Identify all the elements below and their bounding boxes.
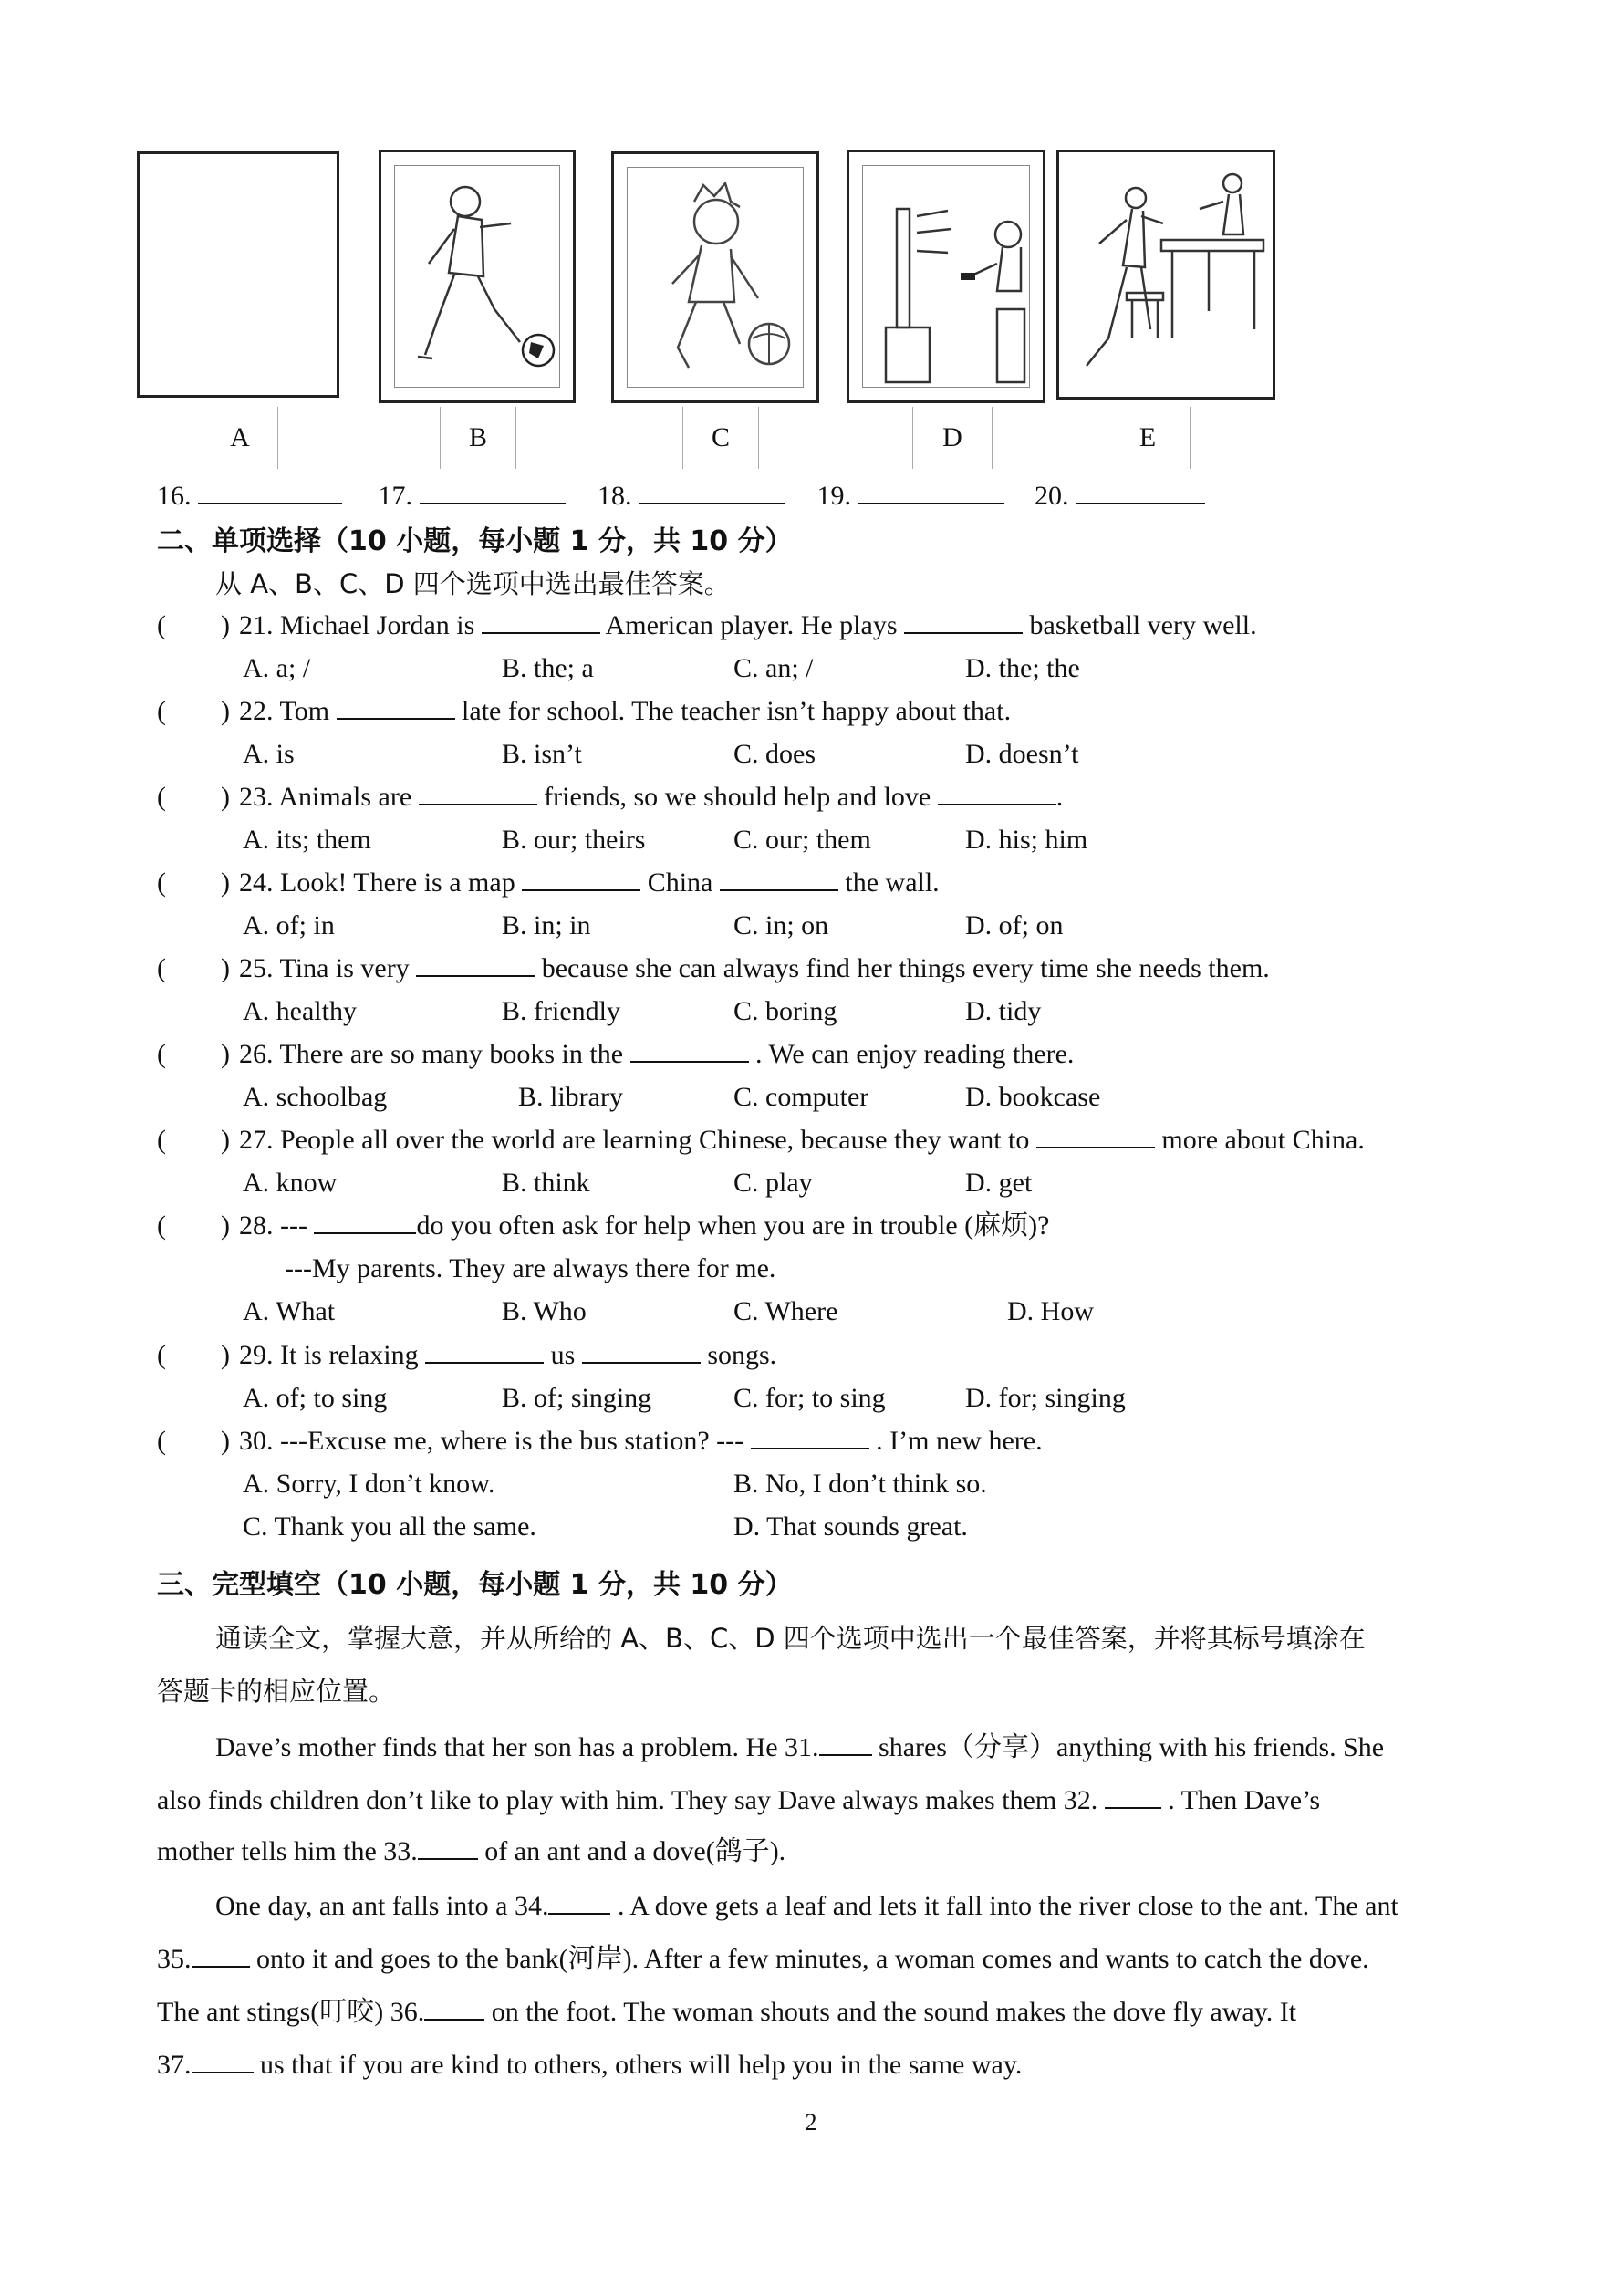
answer-blank[interactable] xyxy=(522,866,640,891)
option-d: D. the; the xyxy=(965,653,1080,683)
question-stem: 21. Michael Jordan is American player. He plays basketball very well. xyxy=(239,610,1257,640)
answer-parentheses[interactable]: ( ) xyxy=(157,1426,230,1456)
cloze-blank-36[interactable] xyxy=(424,1995,484,2021)
answer-blank[interactable] xyxy=(938,780,1056,805)
question-stem: 30. ---Excuse me, where is the bus station? --- . I’m new here. xyxy=(239,1426,1043,1456)
question-stem: 23. Animals are friends, so we should help and love . xyxy=(239,782,1064,812)
option-b: B. think xyxy=(502,1168,590,1198)
answer-parentheses[interactable]: ( ) xyxy=(157,1125,230,1155)
passage-line-2: also finds children don’t like to play with him. They say Dave always makes them 32. . Then Dave’s xyxy=(157,1785,1321,1815)
answer-parentheses[interactable]: ( ) xyxy=(157,867,230,898)
answer-parentheses[interactable]: ( ) xyxy=(157,782,230,812)
answer-blank[interactable] xyxy=(639,479,785,504)
answer-blank[interactable] xyxy=(904,608,1023,634)
person-watching-tv-icon xyxy=(860,163,1034,391)
section3-heading: 三、完型填空（10 小题，每小题 1 分，共 10 分） xyxy=(157,1569,793,1601)
answer-blank[interactable] xyxy=(582,1338,701,1364)
option-b: B. No, I don’t think so. xyxy=(733,1469,987,1499)
picture-b xyxy=(379,150,576,403)
boy-bouncing-basketball-icon xyxy=(625,165,806,390)
question-stem: 25. Tina is very because she can always find her things every time she needs them. xyxy=(239,953,1270,983)
option-c: C. Where xyxy=(733,1296,838,1326)
answer-parentheses[interactable]: ( ) xyxy=(157,953,230,983)
option-b: B. our; theirs xyxy=(502,825,646,855)
question-stem: 28. --- do you often ask for help when you are in trouble (麻烦)? xyxy=(239,1210,1050,1241)
option-d: D. get xyxy=(965,1168,1033,1198)
option-d: D. his; him xyxy=(965,825,1088,855)
boy-kicking-football-icon xyxy=(392,163,562,391)
label-e: E xyxy=(1106,407,1191,469)
option-c: C. in; on xyxy=(733,910,829,940)
option-c: C. does xyxy=(733,739,816,769)
cloze-blank-32[interactable] xyxy=(1105,1783,1161,1809)
answer-blank[interactable] xyxy=(720,866,838,891)
option-b: B. library xyxy=(518,1082,623,1112)
answer-blank[interactable] xyxy=(337,694,455,720)
passage-line-7: 37. us that if you are kind to others, others will help you in the same way. xyxy=(157,2050,1023,2080)
option-a: A. Sorry, I don’t know. xyxy=(243,1469,495,1499)
passage-line-4: One day, an ant falls into a 34. . A dove gets a leaf and lets it fall into the river close to the ant. The ant xyxy=(215,1891,1398,1921)
page-number: 2 xyxy=(805,2109,817,2135)
option-d: D. bookcase xyxy=(965,1082,1101,1112)
passage-line-5: 35. onto it and goes to the bank(河岸). After a few minutes, a woman comes and wants to catch the dove. xyxy=(157,1944,1369,1974)
cloze-blank-34[interactable] xyxy=(548,1889,610,1915)
table-tennis-players-icon xyxy=(1063,156,1273,397)
option-b: B. in; in xyxy=(502,910,591,940)
option-c: C. boring xyxy=(733,996,837,1026)
question-stem: 24. Look! There is a map China the wall. xyxy=(239,867,940,898)
answer-blank[interactable] xyxy=(314,1209,416,1234)
cloze-blank-37[interactable] xyxy=(192,2048,254,2073)
option-d: D. of; on xyxy=(965,910,1064,940)
option-b: B. the; a xyxy=(502,653,594,683)
option-d: D. How xyxy=(1007,1296,1094,1326)
option-a: A. schoolbag xyxy=(243,1082,388,1112)
option-b: B. Who xyxy=(502,1296,587,1326)
answer-blank[interactable] xyxy=(425,1338,544,1364)
option-a: A. of; in xyxy=(243,910,335,940)
answer-blank[interactable] xyxy=(858,479,1004,504)
option-a: A. a; / xyxy=(243,653,311,683)
answer-blank[interactable] xyxy=(419,780,537,805)
option-d: D. That sounds great. xyxy=(733,1512,968,1542)
section2-heading: 二、单项选择（10 小题，每小题 1 分，共 10 分） xyxy=(157,525,793,557)
answer-parentheses[interactable]: ( ) xyxy=(157,696,230,726)
option-a: A. is xyxy=(243,739,295,769)
option-c: C. Thank you all the same. xyxy=(243,1512,536,1542)
option-d: D. for; singing xyxy=(965,1383,1126,1413)
answer-blank[interactable] xyxy=(751,1424,869,1449)
section2-instruction: 从 A、B、C、D 四个选项中选出最佳答案。 xyxy=(215,568,731,599)
question-stem: 29. It is relaxing us songs. xyxy=(239,1340,777,1370)
picture-c xyxy=(611,151,819,403)
option-c: C. computer xyxy=(733,1082,869,1112)
question-stem: 27. People all over the world are learning Chinese, because they want to more about China. xyxy=(239,1125,1365,1155)
option-b: B. friendly xyxy=(502,996,620,1026)
fill-line-16-20: 16. 17. 18. 19. 20. xyxy=(157,478,1205,514)
answer-blank[interactable] xyxy=(420,479,566,504)
answer-parentheses[interactable]: ( ) xyxy=(157,610,230,640)
answer-blank[interactable] xyxy=(1036,1123,1155,1148)
picture-e xyxy=(1056,150,1275,400)
option-d: D. doesn’t xyxy=(965,739,1079,769)
dialogue-reply: ---My parents. They are always there for me. xyxy=(285,1253,776,1283)
answer-parentheses[interactable]: ( ) xyxy=(157,1340,230,1370)
picture-a xyxy=(137,151,339,398)
option-a: A. its; them xyxy=(243,825,371,855)
passage-line-3: mother tells him the 33. of an ant and a dove(鸽子). xyxy=(157,1836,786,1866)
answer-blank[interactable] xyxy=(198,479,342,504)
picture-d xyxy=(847,150,1045,403)
passage-line-6: The ant stings(叮咬) 36. on the foot. The woman shouts and the sound makes the dove fly away. It xyxy=(157,1997,1297,2027)
option-a: A. of; to sing xyxy=(243,1383,388,1413)
option-a: A. know xyxy=(243,1168,338,1198)
section3-instruction-line2: 答题卡的相应位置。 xyxy=(157,1676,396,1707)
passage-line-1: Dave’s mother finds that her son has a problem. He 31. shares（分享）anything with his friends. She xyxy=(215,1732,1385,1762)
answer-blank[interactable] xyxy=(482,608,600,634)
label-c: C xyxy=(682,407,759,469)
option-a: A. What xyxy=(243,1296,336,1326)
option-c: C. an; / xyxy=(733,653,814,683)
answer-parentheses[interactable]: ( ) xyxy=(157,1039,230,1069)
option-c: C. play xyxy=(733,1168,813,1198)
answer-blank[interactable] xyxy=(1076,479,1205,504)
option-a: A. healthy xyxy=(243,996,357,1026)
section3-instruction-line1: 通读全文，掌握大意，并从所给的 A、B、C、D 四个选项中选出一个最佳答案，并将其标号填涂在 xyxy=(215,1623,1366,1654)
label-b: B xyxy=(440,407,516,469)
option-b: B. isn’t xyxy=(502,739,582,769)
cloze-blank-31[interactable] xyxy=(819,1730,872,1756)
cloze-blank-33[interactable] xyxy=(418,1834,478,1860)
answer-parentheses[interactable]: ( ) xyxy=(157,1210,230,1241)
cloze-blank-35[interactable] xyxy=(192,1942,250,1968)
label-d: D xyxy=(912,407,993,469)
option-b: B. of; singing xyxy=(502,1383,652,1413)
answer-blank[interactable] xyxy=(630,1037,749,1063)
option-c: C. for; to sing xyxy=(733,1383,886,1413)
answer-blank[interactable] xyxy=(416,951,535,977)
label-a: A xyxy=(203,407,278,469)
question-stem: 26. There are so many books in the . We can enjoy reading there. xyxy=(239,1039,1075,1069)
option-d: D. tidy xyxy=(965,996,1042,1026)
question-stem: 22. Tom late for school. The teacher isn’t happy about that. xyxy=(239,696,1012,726)
option-c: C. our; them xyxy=(733,825,871,855)
